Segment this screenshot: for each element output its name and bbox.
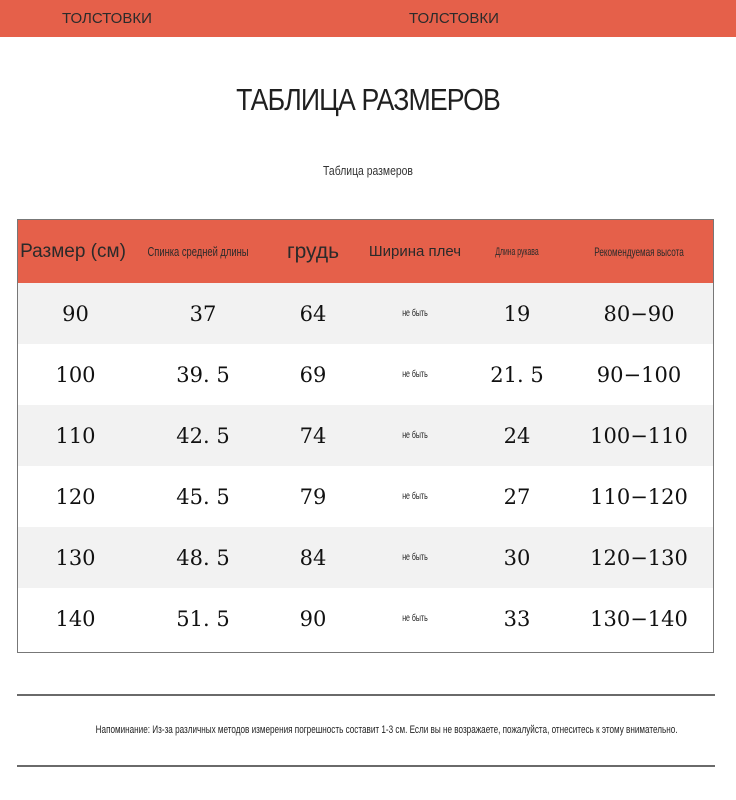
table-row [18,344,713,405]
cell-back-length: 48. 5 [176,545,230,570]
cell-sleeve: 33 [503,606,531,631]
cell-height: 130−140 [590,606,688,631]
header-shoulder: Ширина плеч [368,243,462,260]
cell-back-length: 42. 5 [176,423,230,448]
cell-height: 90−100 [596,362,682,387]
cell-chest: 74 [299,423,327,448]
cell-chest: 64 [299,301,327,326]
table-row [18,466,713,527]
table-row [18,527,713,588]
cell-shoulder: не быть [402,491,428,502]
header-chest: грудь [286,239,340,263]
divider-bottom [17,765,715,767]
cell-shoulder: не быть [402,613,428,624]
cell-sleeve: 27 [503,484,531,509]
header-back-length: Спинка средней длины [147,244,249,259]
cell-back-length: 39. 5 [176,362,230,387]
header-height: Рекомендуемая высота [594,244,684,259]
banner-label-center: ТОЛСТОВКИ [409,10,499,27]
cell-sleeve: 21. 5 [490,362,544,387]
cell-shoulder: не быть [402,552,428,563]
cell-shoulder: не быть [402,308,428,319]
cell-chest: 69 [299,362,327,387]
cell-size: 100 [55,362,96,387]
page-title: ТАБЛИЦА РАЗМЕРОВ [236,82,500,117]
cell-sleeve: 30 [503,545,531,570]
table-row [18,588,713,649]
cell-back-length: 51. 5 [176,606,230,631]
cell-chest: 79 [299,484,327,509]
header-sleeve: Длина рукава [495,245,539,258]
cell-shoulder: не быть [402,369,428,380]
cell-sleeve: 19 [503,301,531,326]
divider-top [17,694,715,696]
table-row [18,283,713,344]
size-table [17,219,714,653]
cell-height: 120−130 [590,545,688,570]
table-row [18,405,713,466]
cell-height: 80−90 [603,301,675,326]
cell-size: 90 [62,301,89,326]
cell-size: 110 [55,423,96,448]
cell-chest: 90 [299,606,327,631]
cell-height: 110−120 [590,484,688,509]
page-subtitle: Таблица размеров [323,163,413,178]
table-header-row [18,220,713,283]
cell-size: 140 [55,606,96,631]
cell-height: 100−110 [590,423,688,448]
cell-size: 120 [55,484,96,509]
cell-back-length: 45. 5 [176,484,230,509]
top-banner [0,0,736,37]
reminder-note: Напоминание: Из-за различных методов измерения погрешность составит 1-3 см. Если вы не возражаете, пожалуйста, отнеситесь к этому внимательно. [95,724,678,736]
cell-size: 130 [55,545,96,570]
cell-chest: 84 [299,545,327,570]
cell-shoulder: не быть [402,430,428,441]
header-size: Размер (см) [20,240,126,262]
banner-label-left: ТОЛСТОВКИ [62,10,152,27]
cell-sleeve: 24 [503,423,531,448]
cell-back-length: 37 [189,301,217,326]
